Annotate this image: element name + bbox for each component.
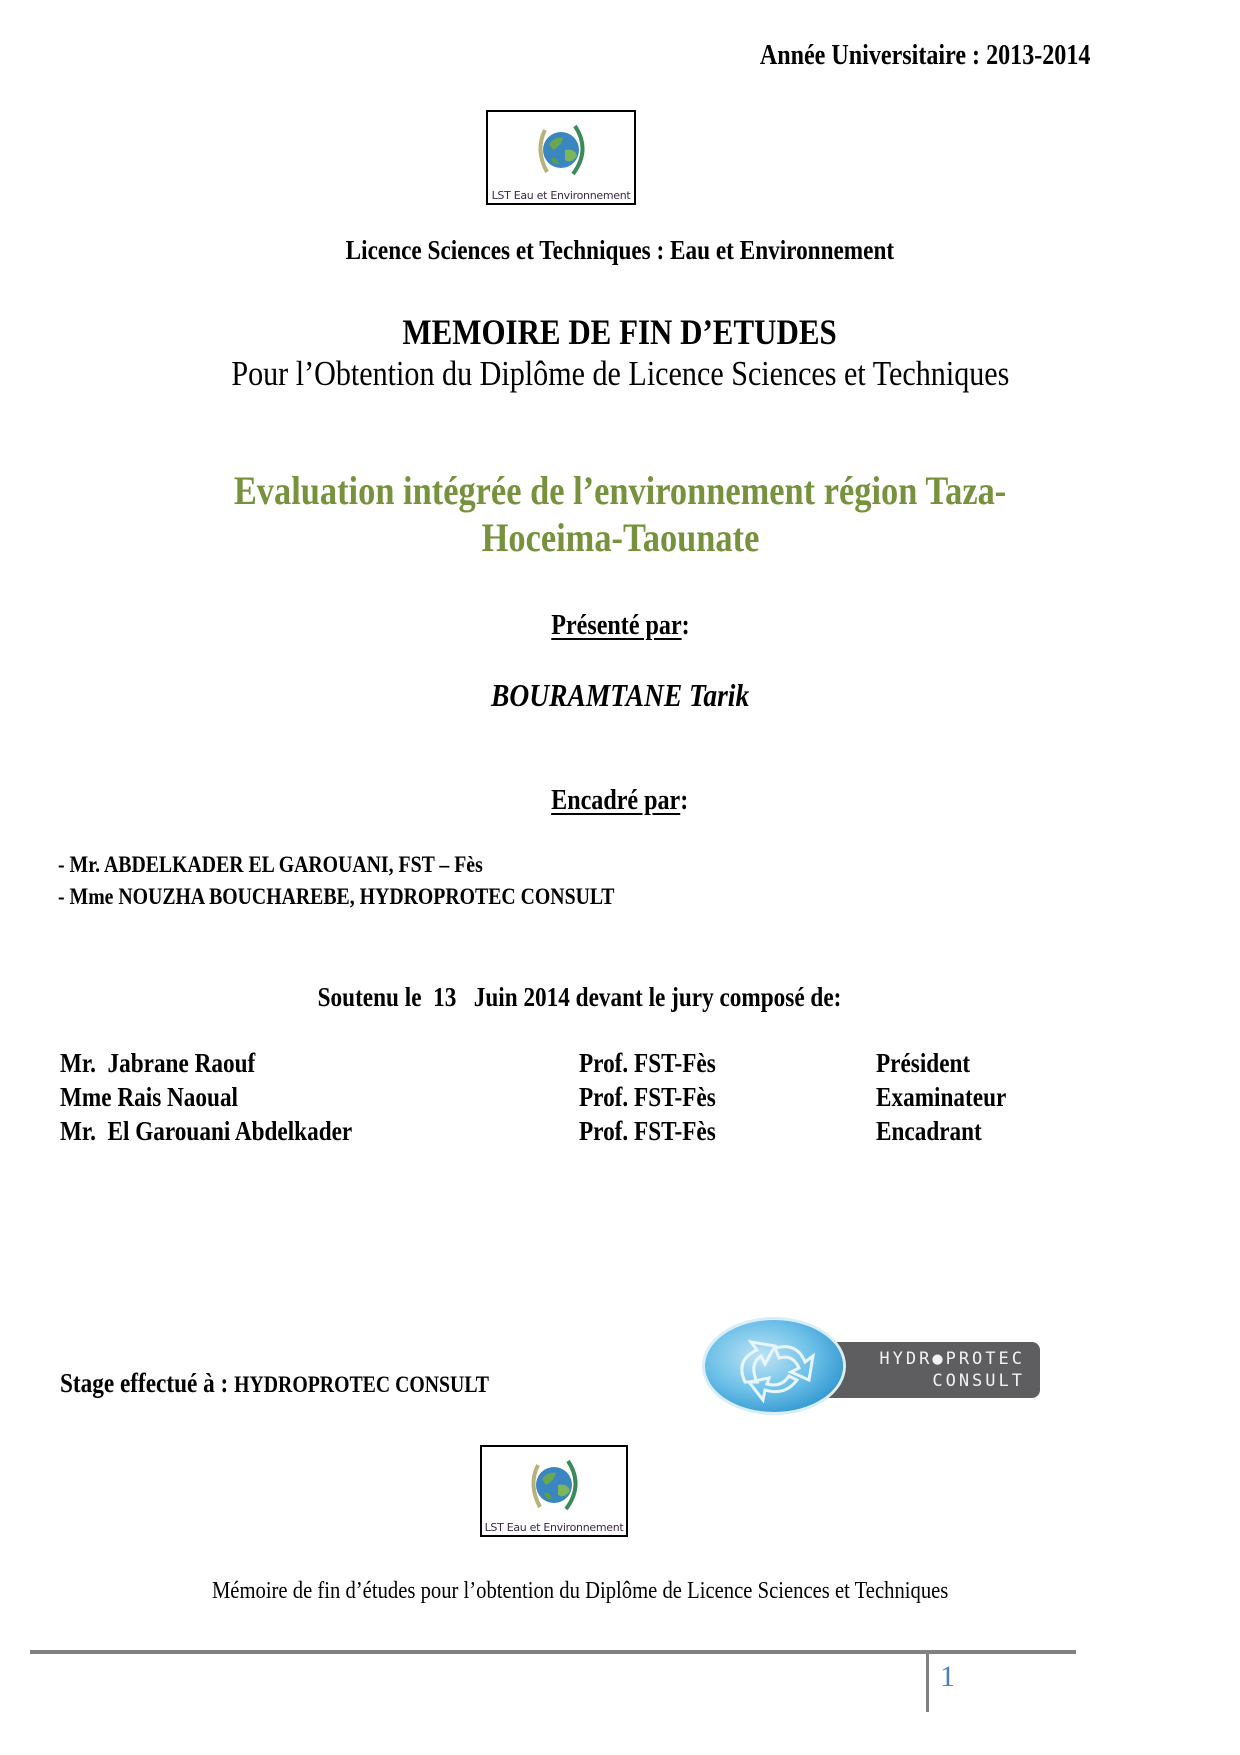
jury-role: Président [876,1048,971,1078]
jury-affiliation: Prof. FST-Fès [579,1048,716,1078]
jury-name: Mr. El Garouani Abdelkader [60,1116,353,1146]
jury-name: Mme Rais Naoual [60,1082,239,1112]
defense-statement-text: Soutenu le 13 Juin 2014 devant le jury composé de: [318,982,842,1012]
memoire-title-text: MEMOIRE DE FIN D’ETUDES [402,312,838,352]
hydroprotec-logo-text [855,1348,1025,1392]
supervisor-item [58,884,705,910]
jury-name: Mr. Jabrane Raouf [60,1048,256,1078]
thesis-title-line1 [0,467,1240,514]
internship-label: Stage effectué à : [60,1368,235,1398]
jury-affiliation: Prof. FST-Fès [579,1082,716,1112]
hydroprotec-logo-line2: CONSULT [932,1371,1025,1391]
supervisor-1-text: - Mr. ABDELKADER EL GAROUANI, FST – Fès [58,852,483,877]
program-text: Licence Sciences et Techniques : Eau et Environnement [345,235,895,265]
defense-statement [0,982,1160,1013]
supervised-by-colon: : [680,785,689,816]
student-name [0,677,1240,714]
lst-logo-label: LST Eau et Environnement [484,1521,624,1534]
hydroprotec-logo [705,1320,1040,1412]
thesis-title-line2-text: Hoceima-Taounate [481,515,759,560]
jury-role: Examinateur [876,1082,1007,1112]
program-title [0,235,1240,266]
supervised-by-heading [0,785,1240,817]
thesis-title-line1-text: Evaluation intégrée de l’environnement région Taza- [233,468,1007,513]
page-number-divider [926,1654,929,1712]
lst-logo-top [486,110,636,205]
hydroprotec-swirl-icon [705,1320,843,1412]
hydroprotec-logo-bar [815,1342,1040,1398]
thesis-title-line2 [0,514,1240,561]
presented-by-heading [0,610,1240,642]
lst-logo-label: LST Eau et Environnement [491,189,631,202]
footer-text [0,1578,1160,1605]
footer-text-content: Mémoire de fin d’études pour l’obtention du Diplôme de Licence Sciences et Techniques [211,1578,949,1604]
globe-icon [531,120,591,180]
jury-role: Encadrant [876,1116,982,1146]
presented-by-colon: : [681,610,690,641]
internship-company: HYDROPROTEC CONSULT [234,1372,489,1397]
supervised-by-label: Encadré par [551,785,681,816]
footer-divider [30,1650,1076,1654]
student-name-text: BOURAMTANE Tarik [490,677,750,713]
academic-year [706,40,1090,72]
presented-by-label: Présenté par [550,610,682,641]
memoire-subtitle [0,354,1240,394]
academic-year-text: Année Universitaire : 2013-2014 [759,40,1090,71]
page-number: 1 [940,1660,955,1693]
lst-logo-bottom [480,1445,628,1537]
memoire-subtitle-text: Pour l’Obtention du Diplôme de Licence Sciences et Techniques [230,354,1010,393]
internship-line [60,1368,559,1399]
supervisor-item [58,852,552,878]
globe-icon [524,1455,584,1515]
hydroprotec-logo-line1: HYDR●PROTEC [879,1349,1025,1369]
jury-affiliation: Prof. FST-Fès [579,1116,716,1146]
memoire-title [0,311,1240,353]
supervisor-2-text: - Mme NOUZHA BOUCHAREBE, HYDROPROTEC CONSULT [58,884,615,909]
